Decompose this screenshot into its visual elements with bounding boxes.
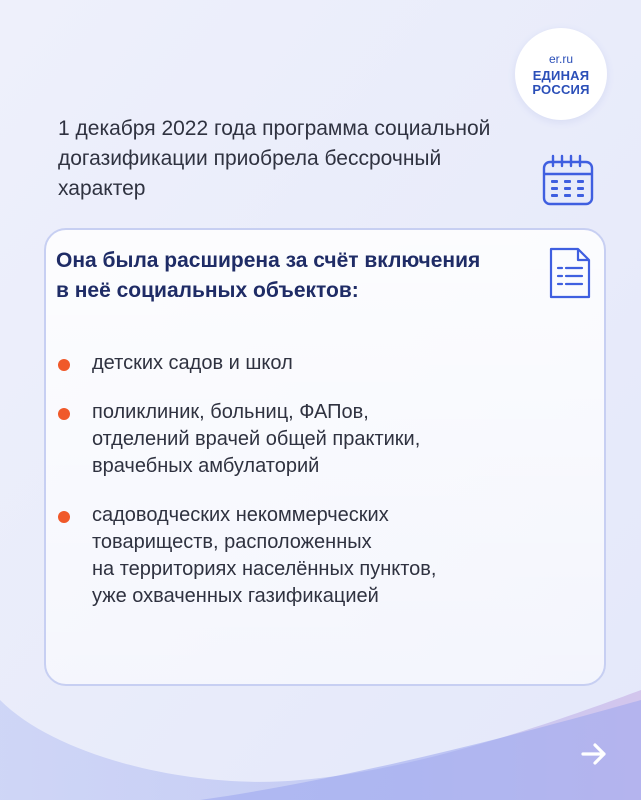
intro-text: 1 декабря 2022 года программа социальной догазификации приобрела бессрочный характер bbox=[58, 117, 491, 200]
list-item bbox=[56, 502, 576, 610]
list-item bbox=[56, 399, 576, 480]
logo-name-line1: ЕДИНАЯ bbox=[532, 67, 590, 83]
logo-domain: er.ru bbox=[548, 51, 573, 66]
card-title: Она была расширена за счёт включения в неё социальных объектов: bbox=[56, 249, 481, 302]
bullet-dot-icon bbox=[58, 359, 70, 371]
logo-name-line2: РОССИЯ bbox=[532, 81, 590, 97]
calendar-icon bbox=[540, 152, 596, 208]
bullet-text: поликлиник, больниц, ФАПов, отделений врачей общей практики, врачебных амбулаторий bbox=[92, 401, 421, 477]
bullet-text: садоводческих некоммерческих товариществ, расположенных на территориях населённых пунктов, уже охваченных газификацией bbox=[92, 504, 437, 607]
bullet-dot-icon bbox=[58, 511, 70, 523]
bullet-text: детских садов и школ bbox=[92, 352, 293, 374]
party-logo bbox=[515, 28, 607, 120]
list-item bbox=[56, 350, 576, 377]
arrow-right-icon[interactable] bbox=[580, 742, 608, 766]
document-icon bbox=[548, 246, 592, 300]
bullet-dot-icon bbox=[58, 408, 70, 420]
bullet-list bbox=[56, 350, 576, 632]
